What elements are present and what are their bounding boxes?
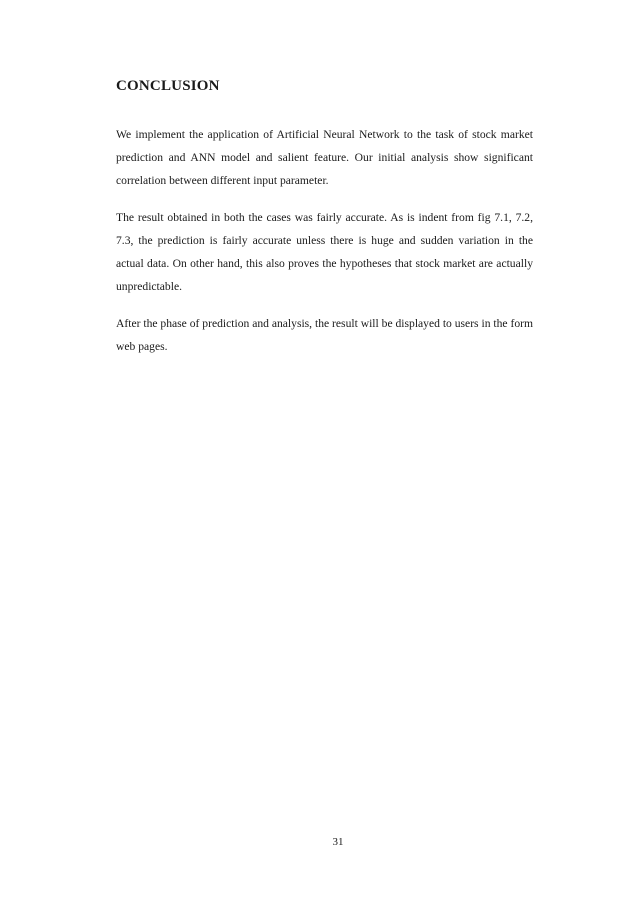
paragraph-results-accuracy: The result obtained in both the cases was fairly accurate. As is indent from fig 7.1, 7.2, 7.3, the prediction is fairly accurate unless there is huge and sudden variation in the actual data. On other hand, this also proves the hypotheses that stock market are actually unpredictable. — [116, 211, 533, 293]
paragraph-ann-implementation: We implement the application of Artificial Neural Network to the task of stock market prediction and ANN model and salient feature. Our initial analysis show significant correlation between different input parameter. — [116, 128, 533, 187]
section-heading: CONCLUSION — [116, 78, 220, 94]
page-number: 31 — [332, 836, 344, 848]
paragraph-display-results: After the phase of prediction and analysis, the result will be displayed to users in the form web pages. — [116, 317, 533, 353]
